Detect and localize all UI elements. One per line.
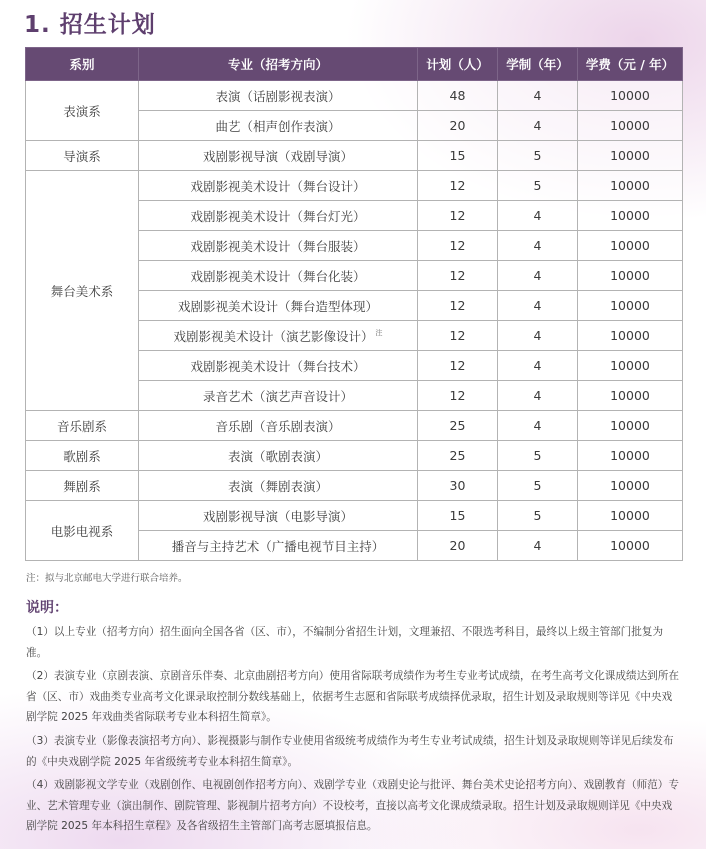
plan-cell: 15 [418,501,498,531]
years-cell: 4 [498,231,578,261]
department-cell: 舞剧系 [26,471,139,501]
major-label: 戏剧影视美术设计（舞台灯光） [190,208,366,224]
years-cell: 5 [498,501,578,531]
major-label: 表演（歌剧表演） [227,448,328,464]
major-label: 戏剧影视导演（电影导演） [202,508,353,524]
fee-cell: 10000 [578,411,683,441]
plan-cell: 12 [418,381,498,411]
fee-cell: 10000 [578,111,683,141]
plan-cell: 30 [418,471,498,501]
major-cell [139,171,418,201]
major-cell [139,321,418,351]
fee-cell: 10000 [578,351,683,381]
major-label: 戏剧影视美术设计（舞台设计） [190,178,366,194]
plan-cell: 25 [418,441,498,471]
header-fee: 学费（元 / 年） [578,48,683,81]
table-row [26,171,683,201]
plan-cell: 20 [418,111,498,141]
years-cell: 4 [498,531,578,561]
major-label: 表演（话剧影视表演） [215,88,341,104]
major-label: 播音与主持艺术（广播电视节目主持） [171,538,385,554]
table-row [26,81,683,111]
explanation-list [26,622,682,840]
plan-cell: 25 [418,411,498,441]
fee-cell: 10000 [578,381,683,411]
page-title: 1. 招生计划 [24,12,156,38]
plan-cell: 12 [418,261,498,291]
department-cell: 歌剧系 [26,441,139,471]
major-cell [139,201,418,231]
table-header-row [26,48,683,81]
major-label: 曲艺（相声创作表演） [215,118,341,134]
department-cell: 音乐剧系 [26,411,139,441]
table-row [26,441,683,471]
years-cell: 4 [498,81,578,111]
fee-cell: 10000 [578,321,683,351]
header-major: 专业（招考方向） [139,48,418,81]
years-cell: 4 [498,261,578,291]
major-cell [139,231,418,261]
fee-cell: 10000 [578,231,683,261]
fee-cell: 10000 [578,441,683,471]
major-cell [139,381,418,411]
fee-cell: 10000 [578,201,683,231]
fee-cell: 10000 [578,81,683,111]
plan-cell: 12 [418,351,498,381]
major-cell [139,81,418,111]
explanation-item: （3）表演专业（影像表演招考方向）、影视摄影与制作专业使用省级统考成绩作为考生专业考试成绩，招生计划及录取规则等详见后续发布的《中央戏剧学院 2025 年省级统考专业本科招生简章》。 [26,734,674,768]
years-cell: 5 [498,471,578,501]
plan-cell: 12 [418,321,498,351]
header-department: 系别 [26,48,139,81]
explanation-item: （2）表演专业（京剧表演、京剧音乐伴奏、北京曲剧招考方向）使用省际联考成绩作为考生专业考试成绩，在考生高考文化课成绩达到所在省（区、市）戏曲类专业高考文化课录取控制分数线基础上，依据考生志愿和省际联考成绩择优录取，招生计划及录取规则等详见《中央戏剧学院 2025 年戏曲类省际联考专业本科招生简章》。 [26,670,679,724]
years-cell: 4 [498,351,578,381]
years-cell: 4 [498,411,578,441]
major-cell [139,411,418,441]
plan-cell: 48 [418,81,498,111]
explanation-item: （4）戏剧影视文学专业（戏剧创作、电视剧创作招考方向）、戏剧学专业（戏剧史论与批评、舞台美术史论招考方向）、戏剧教育（师范）专业、艺术管理专业（演出制作、剧院管理、影视制片招考方向）不设校考，直接以高考文化课成绩录取。招生计划及录取规则详见《中央戏剧学院 2025 年本科招生章程》及各省级招生主管部门高考志愿填报信息。 [26,779,679,833]
header-plan: 计划（人） [418,48,498,81]
major-cell [139,501,418,531]
explanation-title: 说明： [26,600,68,616]
table-row [26,471,683,501]
plan-cell: 15 [418,141,498,171]
years-cell: 4 [498,111,578,141]
years-cell: 5 [498,171,578,201]
major-cell [139,471,418,501]
major-cell [139,111,418,141]
table-footnote: 注：拟与北京邮电大学进行联合培养。 [26,573,188,584]
footnote-marker: 注 [375,329,383,338]
major-cell [139,531,418,561]
major-label: 戏剧影视导演（戏剧导演） [202,148,353,164]
header-years: 学制（年） [498,48,578,81]
fee-cell: 10000 [578,261,683,291]
major-label: 戏剧影视美术设计（舞台造型体现） [177,298,378,314]
fee-cell: 10000 [578,471,683,501]
department-cell: 电影电视系 [26,501,139,561]
years-cell: 4 [498,201,578,231]
fee-cell: 10000 [578,171,683,201]
fee-cell: 10000 [578,531,683,561]
plan-cell: 12 [418,171,498,201]
fee-cell: 10000 [578,291,683,321]
department-cell: 表演系 [26,81,139,141]
major-label: 音乐剧（音乐剧表演） [215,418,341,434]
table-row [26,501,683,531]
major-label: 戏剧影视美术设计（舞台服装） [190,238,366,254]
major-label: 录音艺术（演艺声音设计） [202,388,353,404]
major-cell [139,351,418,381]
major-cell [139,261,418,291]
table-row [26,411,683,441]
plan-cell: 12 [418,291,498,321]
explanation-item: （1）以上专业（招考方向）招生面向全国各省（区、市），不编制分省招生计划，文理兼招、不限选考科目，最终以上级主管部门批复为准。 [26,626,664,659]
major-label: 表演（舞剧表演） [227,478,328,494]
years-cell: 4 [498,321,578,351]
major-cell [139,141,418,171]
table-row [26,141,683,171]
table-body [26,81,683,561]
plan-cell: 20 [418,531,498,561]
major-label: 戏剧影视美术设计（演艺影像设计） [173,328,374,344]
enrollment-plan-table [25,47,683,561]
major-label: 戏剧影视美术设计（舞台化装） [190,268,366,284]
major-cell [139,441,418,471]
fee-cell: 10000 [578,141,683,171]
major-cell [139,291,418,321]
years-cell: 4 [498,381,578,411]
department-cell: 导演系 [26,141,139,171]
major-label: 戏剧影视美术设计（舞台技术） [190,358,366,374]
fee-cell: 10000 [578,501,683,531]
department-cell: 舞台美术系 [26,171,139,411]
plan-cell: 12 [418,201,498,231]
plan-cell: 12 [418,231,498,261]
years-cell: 4 [498,291,578,321]
years-cell: 5 [498,441,578,471]
years-cell: 5 [498,141,578,171]
